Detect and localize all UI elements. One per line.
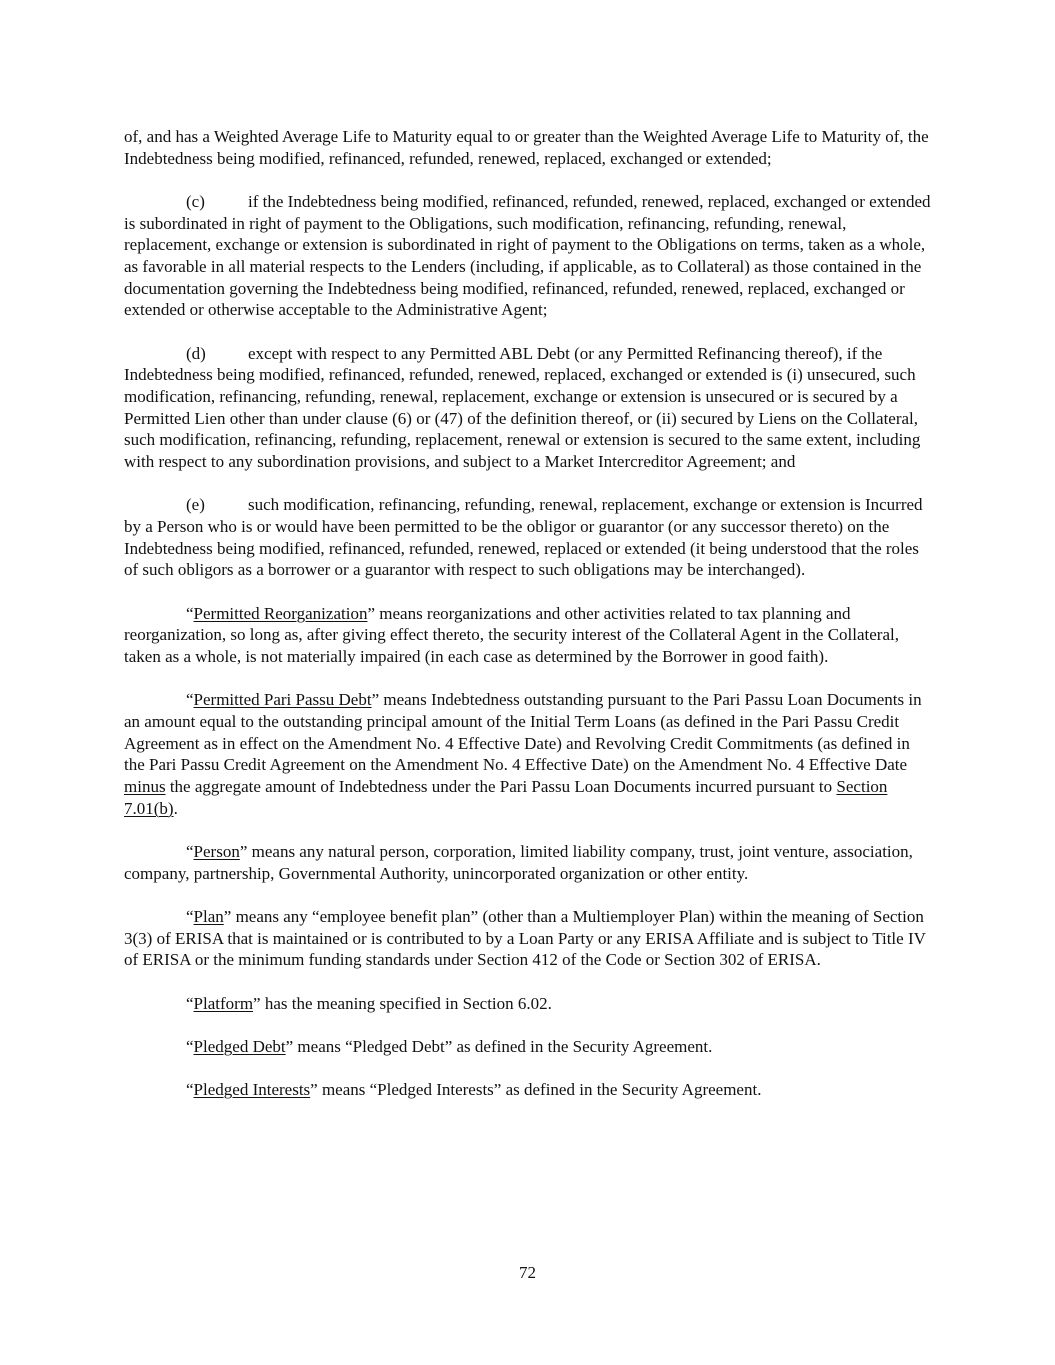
clause-d <box>124 343 934 473</box>
open-quote: “ <box>186 993 194 1013</box>
definition-text: means any natural person, corporation, limited liability company, trust, joint venture, association, company, partnership, Governmental Authority, unincorporated organization or other entity. <box>124 841 913 883</box>
definition-text: . <box>173 798 178 818</box>
open-quote: “ <box>186 1079 194 1099</box>
minus-word: minus <box>124 777 166 797</box>
continuation-paragraph: of, and has a Weighted Average Life to Maturity equal to or greater than the Weighted Average Life to Maturity of, the Indebtedness being modified, refinanced, refunded, renewed, replaced, exchanged or extended; <box>124 127 929 168</box>
definition-pledged-debt <box>124 1036 934 1058</box>
document-page <box>124 126 934 1122</box>
clause-text: except with respect to any Permitted ABL Debt (or any Permitted Refinancing thereof), if the Indebtedness being modified, refinanced, refunded, renewed, replaced, exchanged or extended is (i) unsecured, such modification, refinancing, refunding, renewal, replacement, exchange or extension is unsecured or is secured by a Permitted Lien other than under clause (6) or (47) of the definition thereof, or (ii) secured by Liens on the Collateral, such modification, refinancing, refunding, replacement, renewal or extension is secured to the same extent, including with respect to any subordination provisions, and subject to a Market Intercreditor Agreement; and <box>124 343 921 472</box>
defined-term: Pledged Debt <box>193 1036 286 1056</box>
open-quote: “ <box>186 603 194 623</box>
defined-term: Platform <box>193 993 254 1013</box>
clause-c <box>124 191 934 321</box>
definition-text: means reorganizations and other activities related to tax planning and reorganization, so long as, after giving effect thereto, the security interest of the Collateral Agent in the Collateral, taken as a whole, is not materially impaired (in each case as determined by the Borrower in good faith). <box>124 603 899 667</box>
definition-text: means Indebtedness outstanding pursuant to the Pari Passu Loan Documents in an amount equal to the outstanding principal amount of the Initial Term Loans (as defined in the Pari Passu Credit Agreement as in effect on the Amendment No. 4 Effective Date) and Revolving Credit Commitments (as defined in the Pari Passu Credit Agreement on the Amendment No. 4 Effective Date) on the Amendment No. 4 Effective Date <box>124 690 922 775</box>
clause-e <box>124 494 934 581</box>
definition-text: means any “employee benefit plan” (other than a Multiemployer Plan) within the meaning of Section 3(3) of ERISA that is maintained or is contributed to by a Loan Party or any ERISA Affiliate and is subject to Title IV of ERISA or the minimum funding standards under Section 412 of the Code or Section 302 of ERISA. <box>124 906 926 970</box>
open-quote: “ <box>186 1036 194 1056</box>
close-quote: ” <box>310 1079 318 1099</box>
clause-label: (e) <box>186 495 205 515</box>
open-quote: “ <box>186 690 194 710</box>
close-quote: ” <box>371 690 380 710</box>
clause-label: (d) <box>186 343 206 363</box>
section-reference: Section 7.01(b) <box>124 777 888 818</box>
defined-term: Permitted Pari Passu Debt <box>193 690 372 710</box>
page-number: 72 <box>519 1263 536 1282</box>
close-quote: ” <box>223 906 232 926</box>
definition-platform <box>124 993 934 1015</box>
open-quote: “ <box>186 906 194 926</box>
definition-text: means “Pledged Debt” as defined in the Security Agreement. <box>293 1036 713 1056</box>
close-quote: ” <box>285 1036 294 1056</box>
definition-text: means “Pledged Interests” as defined in the Security Agreement. <box>317 1079 762 1099</box>
clause-label: (c) <box>186 191 205 211</box>
defined-term: Person <box>193 841 240 861</box>
close-quote: ” <box>367 603 375 623</box>
definition-text: the aggregate amount of Indebtedness under the Pari Passu Loan Documents incurred pursuant to <box>165 777 837 797</box>
defined-term: Permitted Reorganization <box>193 603 368 623</box>
open-quote: “ <box>186 841 194 861</box>
definition-person <box>124 841 934 884</box>
definition-pledged-interests <box>124 1079 934 1101</box>
close-quote: ” <box>253 993 261 1013</box>
definition-permitted-pari-passu-debt <box>124 689 934 819</box>
close-quote: ” <box>239 841 248 861</box>
definition-text: has the meaning specified in Section 6.02. <box>260 993 552 1013</box>
definition-permitted-reorganization <box>124 603 934 668</box>
definition-plan <box>124 906 934 971</box>
clause-text: such modification, refinancing, refunding, renewal, replacement, exchange or extension is Incurred by a Person who is or would have been permitted to be the obligor or guarantor (or any successor thereto) on the Indebtedness being modified, refinanced, refunded, renewed, replaced or extended (it being understood that the roles of such obligors as a borrower or a guarantor with respect to such obligations may be interchanged). <box>124 495 923 580</box>
clause-text: if the Indebtedness being modified, refinanced, refunded, renewed, replaced, exchanged or extended is subordinated in right of payment to the Obligations, such modification, refinancing, refunding, renewal, replacement, exchange or extension is subordinated in right of payment to the Obligations on terms, taken as a whole, as favorable in all material respects to the Lenders (including, if applicable, as to Collateral) as those contained in the documentation governing the Indebtedness being modified, refinanced, refunded, renewed, replaced, exchanged or extended or otherwise acceptable to the Administrative Agent; <box>124 191 931 320</box>
defined-term: Plan <box>193 906 224 926</box>
defined-term: Pledged Interests <box>193 1079 311 1099</box>
